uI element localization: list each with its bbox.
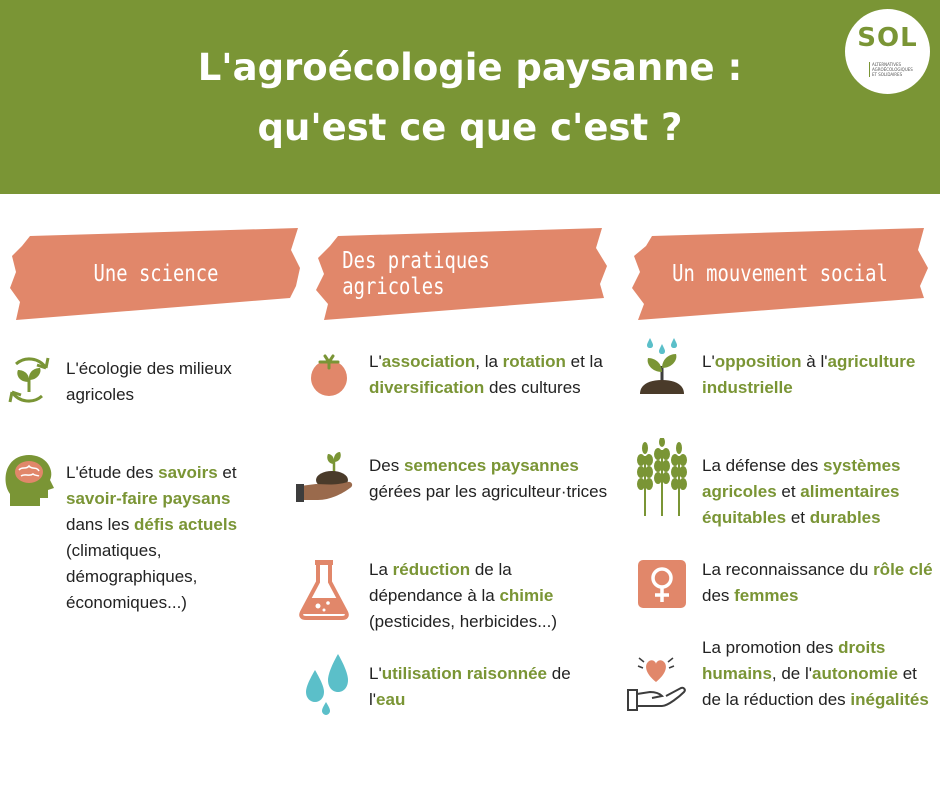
text-segment: et [786,508,810,527]
science-item-2 [66,460,271,616]
mouvement-item-1 [702,349,937,401]
column-heading-pratiques [316,228,608,320]
text-segment: gérées par les agriculteur·trices [369,482,608,501]
column-heading-mouvement [632,228,928,320]
text-segment: L'étude des [66,463,159,482]
text-segment: et [217,463,237,482]
highlight-segment: chimie [499,586,554,605]
pratiques-item-2 [369,453,609,505]
highlight-segment: diversification [369,378,485,397]
logo-subtitle: ALTERNATIVES AGROÉCOLOGIQUES ET SOLIDAIRES [869,62,918,77]
sprout-watering-icon [636,336,688,400]
hand-heart-icon [626,652,688,718]
text-segment: (climatiques, démographiques, économiques...) [66,541,198,612]
highlight-segment: utilisation raisonnée [381,664,548,683]
text-segment: des [702,586,735,605]
text-segment: La défense des [702,456,823,475]
highlight-segment: alimentaires équitables [702,482,900,527]
text-segment: Des [369,456,404,475]
highlight-segment: association [381,352,476,371]
mouvement-item-3 [702,557,937,609]
highlight-segment: rotation [502,352,566,371]
page-title-line-2: qu'est ce que c'est ? [257,106,683,149]
text-segment: La [369,560,393,579]
text-segment: de l' [369,664,571,709]
highlight-segment: systèmes agricoles [702,456,901,501]
text-segment: L' [369,352,382,371]
text-segment: des cultures [484,378,581,397]
text-segment: à l' [801,352,828,371]
column-heading-science [10,228,302,320]
text-segment: et [776,482,801,501]
ecology-cycle-icon [4,352,54,412]
tomato-icon [306,352,352,402]
hand-seedling-icon [296,450,356,510]
highlight-segment: défis actuels [134,515,238,534]
highlight-segment: femmes [734,586,799,605]
text-segment: (pesticides, herbicides...) [369,612,558,631]
text-segment: L' [369,664,382,683]
text-segment: , de l' [771,664,813,683]
highlight-segment: eau [376,690,406,709]
mouvement-item-4 [702,635,937,713]
text-segment: La reconnaissance du [702,560,874,579]
highlight-segment: inégalités [850,690,929,709]
heading-label: Des pratiques agricoles [342,248,490,300]
sol-logo [845,9,930,94]
pratiques-item-4 [369,661,609,713]
wheat-icon [636,438,688,522]
flask-icon [298,558,350,624]
highlight-segment: agriculture industrielle [702,352,916,397]
highlight-segment: semences paysannes [403,456,579,475]
header-banner [0,0,940,194]
text-segment: dans les [66,515,135,534]
highlight-segment: savoir-faire paysans [66,489,231,508]
page-title-line-1: L'agroécologie paysanne : [197,46,743,89]
highlight-segment: réduction [392,560,471,579]
text-segment: , la [475,352,503,371]
text-segment: et la [565,352,603,371]
text-segment: L' [702,352,715,371]
mouvement-item-2 [702,453,937,531]
highlight-segment: opposition [714,352,802,371]
highlight-segment: rôle clé [873,560,933,579]
female-symbol-icon [638,560,686,612]
text-segment: et de la réduction des [702,664,917,709]
head-brain-icon [2,450,54,510]
highlight-segment: droits humains [702,638,886,683]
logo-text: SOL [857,23,918,53]
text-segment: L'écologie des milieux agricoles [66,359,232,404]
highlight-segment: autonomie [812,664,898,683]
highlight-segment: savoirs [158,463,218,482]
text-segment: La promotion des [702,638,839,657]
pratiques-item-1 [369,349,604,401]
heading-label: Un mouvement social [672,261,888,287]
highlight-segment: durables [809,508,881,527]
water-drops-icon [302,652,352,720]
science-item-1 [66,356,271,408]
heading-label: Une science [93,261,219,287]
pratiques-item-3 [369,557,604,635]
text-segment: de la dépendance à la [369,560,512,605]
